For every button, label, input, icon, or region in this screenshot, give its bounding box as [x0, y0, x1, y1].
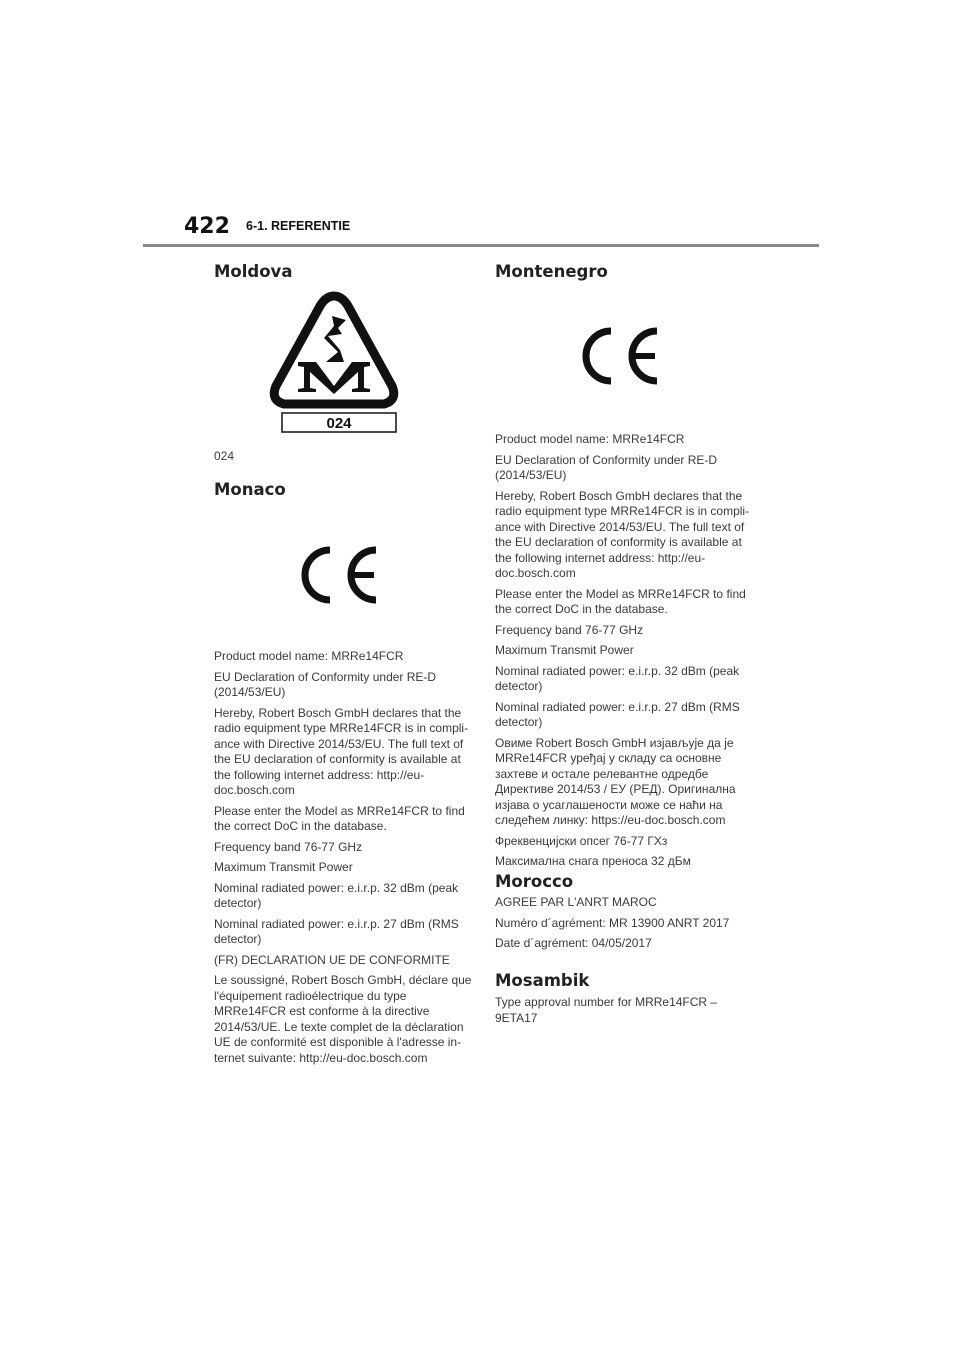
- chapter-title: 6-1. REFERENTIE: [246, 219, 351, 233]
- ce-mark-icon: [577, 325, 661, 392]
- paragraph: Please enter the Model as MRRe14FCR to find the correct DoC in the database.: [214, 803, 465, 833]
- morocco-text: [495, 895, 753, 957]
- montenegro-text: [495, 432, 753, 875]
- section-title-montenegro: Montenegro: [495, 262, 608, 281]
- paragraph: Product model name: MRRe14FCR: [214, 649, 404, 663]
- paragraph: Максимална снага преноса 32 дБм: [495, 854, 691, 868]
- paragraph: Date d´agrément: 04/05/2017: [495, 936, 652, 950]
- page-number: 422: [184, 214, 230, 239]
- ce-mark-icon: [296, 544, 380, 611]
- paragraph: Овиме Robert Bosch GmbH изјављује да је MRRe14FCR уређај у складу са основне захтеве и остале релевантне одредбе Директиве 2014/53 / ЕУ (РЕД). Оригинална изјава о усаглашености може се наћи на следећем линку: https://eu-doc.bosch.com: [495, 735, 736, 827]
- section-title-moldova: Moldova: [214, 262, 293, 281]
- section-title-morocco: Morocco: [495, 872, 574, 891]
- paragraph: Nominal radiated power: e.i.r.p. 32 dBm (peak detector): [214, 880, 459, 910]
- paragraph: Product model name: MRRe14FCR: [495, 432, 685, 446]
- paragraph: EU Declaration of Conformity under RE-D (2014/53/EU): [495, 452, 718, 482]
- paragraph: Maximum Transmit Power: [495, 643, 634, 657]
- paragraph: AGREE PAR L'ANRT MAROC: [495, 895, 657, 909]
- paragraph: Maximum Transmit Power: [214, 860, 353, 874]
- paragraph: Frequency band 76-77 GHz: [214, 839, 363, 854]
- moldova-caption: 024: [214, 449, 235, 463]
- paragraph: EU Declaration of Conformity under RE-D (2014/53/EU): [214, 669, 437, 699]
- paragraph: Nominal radiated power: e.i.r.p. 32 dBm (peak detector): [495, 663, 740, 693]
- monaco-text: [214, 649, 472, 1071]
- paragraph: Type approval number for MRRe14FCR – 9ETA17: [495, 995, 718, 1025]
- paragraph: (FR) DECLARATION UE DE CONFORMITE: [214, 952, 450, 967]
- paragraph: Nominal radiated power: e.i.r.p. 27 dBm (RMS detector): [214, 916, 459, 946]
- paragraph: Frequency band 76-77 GHz: [495, 622, 644, 637]
- section-title-mosambik: Mosambik: [495, 971, 590, 990]
- paragraph: Numéro d´agrément: MR 13900 ANRT 2017: [495, 915, 730, 930]
- paragraph: Фреквенцијски опсег 76-77 ГХз: [495, 833, 668, 848]
- paragraph: Le soussigné, Robert Bosch GmbH, déclare que l'équipement radioélectrique du type MRRe14FCR est conforme à la directive 2014/53/UE. Le texte complet de la déclaration UE de conformité est disponible à l'adresse in-ternet suivante: http://eu-doc.bosch.com: [214, 973, 472, 1065]
- paragraph: Nominal radiated power: e.i.r.p. 27 dBm (RMS detector): [495, 699, 740, 729]
- header-divider: [143, 244, 819, 247]
- mosambik-text: [495, 995, 735, 1031]
- paragraph: Hereby, Robert Bosch GmbH declares that the radio equipment type MRRe14FCR is in compli-ance with Directive 2014/53/EU. The full text of the EU declaration of conformity is available at the following internet address: http://eu-doc.bosch.com: [495, 488, 750, 580]
- paragraph: Please enter the Model as MRRe14FCR to find the correct DoC in the database.: [495, 586, 746, 616]
- logo-number: 024: [326, 415, 352, 432]
- section-title-monaco: Monaco: [214, 480, 286, 499]
- moldova-sm-logo-icon: [268, 290, 400, 441]
- paragraph: Hereby, Robert Bosch GmbH declares that the radio equipment type MRRe14FCR is in compli-ance with Directive 2014/53/EU. The full text of the EU declaration of conformity is available at the following internet address: http://eu-doc.bosch.com: [214, 705, 469, 797]
